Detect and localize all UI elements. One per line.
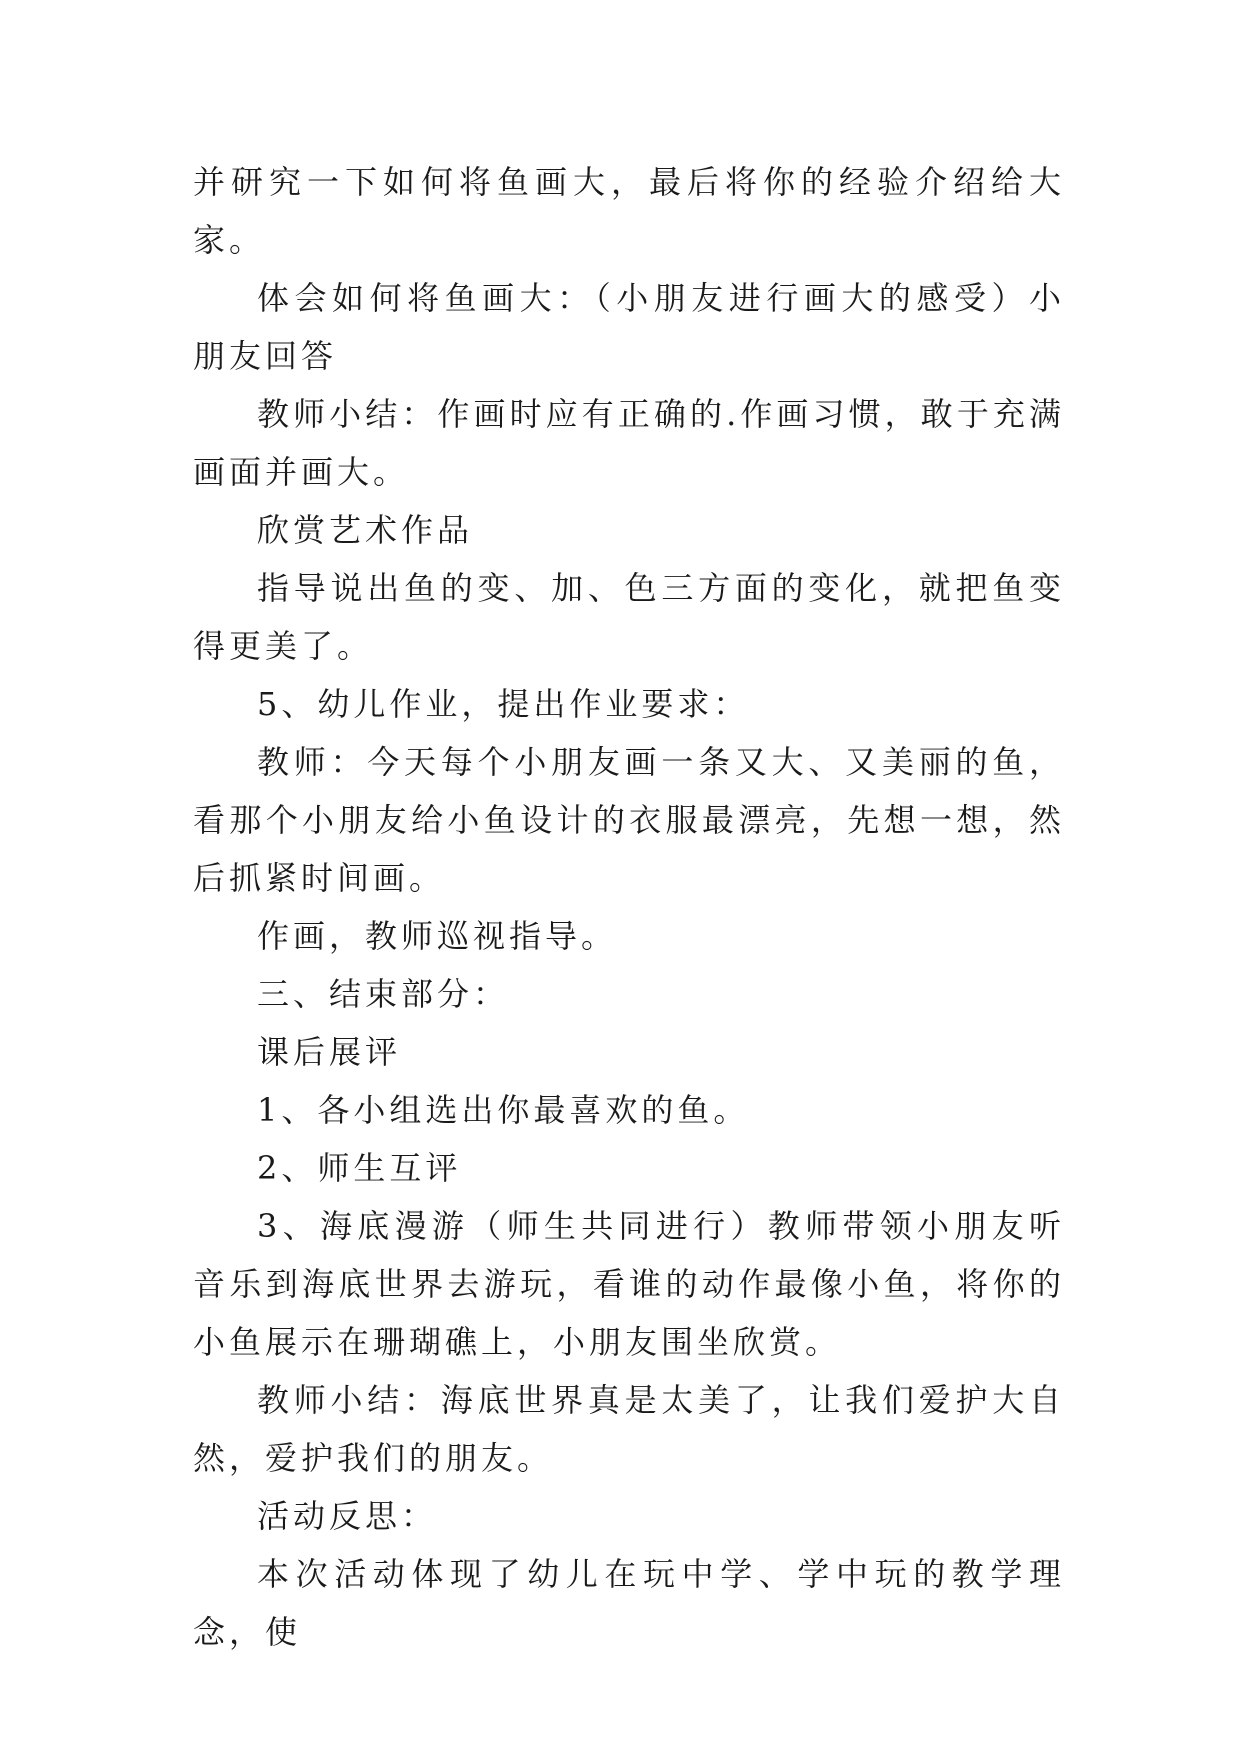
paragraph-13: 3、海底漫游（师生共同进行）教师带领小朋友听音乐到海底世界去游玩，看谁的动作最像小鱼，将你的小鱼展示在珊瑚礁上，小朋友围坐欣赏。 bbox=[193, 1207, 1065, 1361]
paragraph-1: 并研究一下如何将鱼画大，最后将你的经验介绍给大家。 bbox=[193, 163, 1065, 259]
document-body bbox=[193, 153, 1065, 1661]
paragraph-11: 1、各小组选出你最喜欢的鱼。 bbox=[257, 1091, 750, 1129]
paragraph-10: 课后展评 bbox=[257, 1033, 402, 1071]
paragraph-14: 教师小结：海底世界真是太美了，让我们爱护大自然，爱护我们的朋友。 bbox=[193, 1381, 1065, 1477]
paragraph-16: 本次活动体现了幼儿在玩中学、学中玩的教学理念，使 bbox=[193, 1555, 1065, 1651]
paragraph-7: 教师：今天每个小朋友画一条又大、又美丽的鱼，看那个小朋友给小鱼设计的衣服最漂亮，先想一想，然后抓紧时间画。 bbox=[193, 743, 1065, 897]
paragraph-4: 欣赏艺术作品 bbox=[257, 511, 474, 549]
paragraph-6: 5、幼儿作业，提出作业要求： bbox=[257, 685, 750, 723]
paragraph-9: 三、结束部分： bbox=[257, 975, 510, 1013]
paragraph-3: 教师小结：作画时应有正确的.作画习惯，敢于充满画面并画大。 bbox=[193, 395, 1065, 491]
paragraph-12: 2、师生互评 bbox=[257, 1149, 462, 1187]
paragraph-15: 活动反思： bbox=[257, 1497, 438, 1535]
paragraph-2: 体会如何将鱼画大：（小朋友进行画大的感受）小朋友回答 bbox=[193, 279, 1065, 375]
paragraph-8: 作画，教师巡视指导。 bbox=[257, 917, 618, 955]
paragraph-5: 指导说出鱼的变、加、色三方面的变化，就把鱼变得更美了。 bbox=[193, 569, 1065, 665]
